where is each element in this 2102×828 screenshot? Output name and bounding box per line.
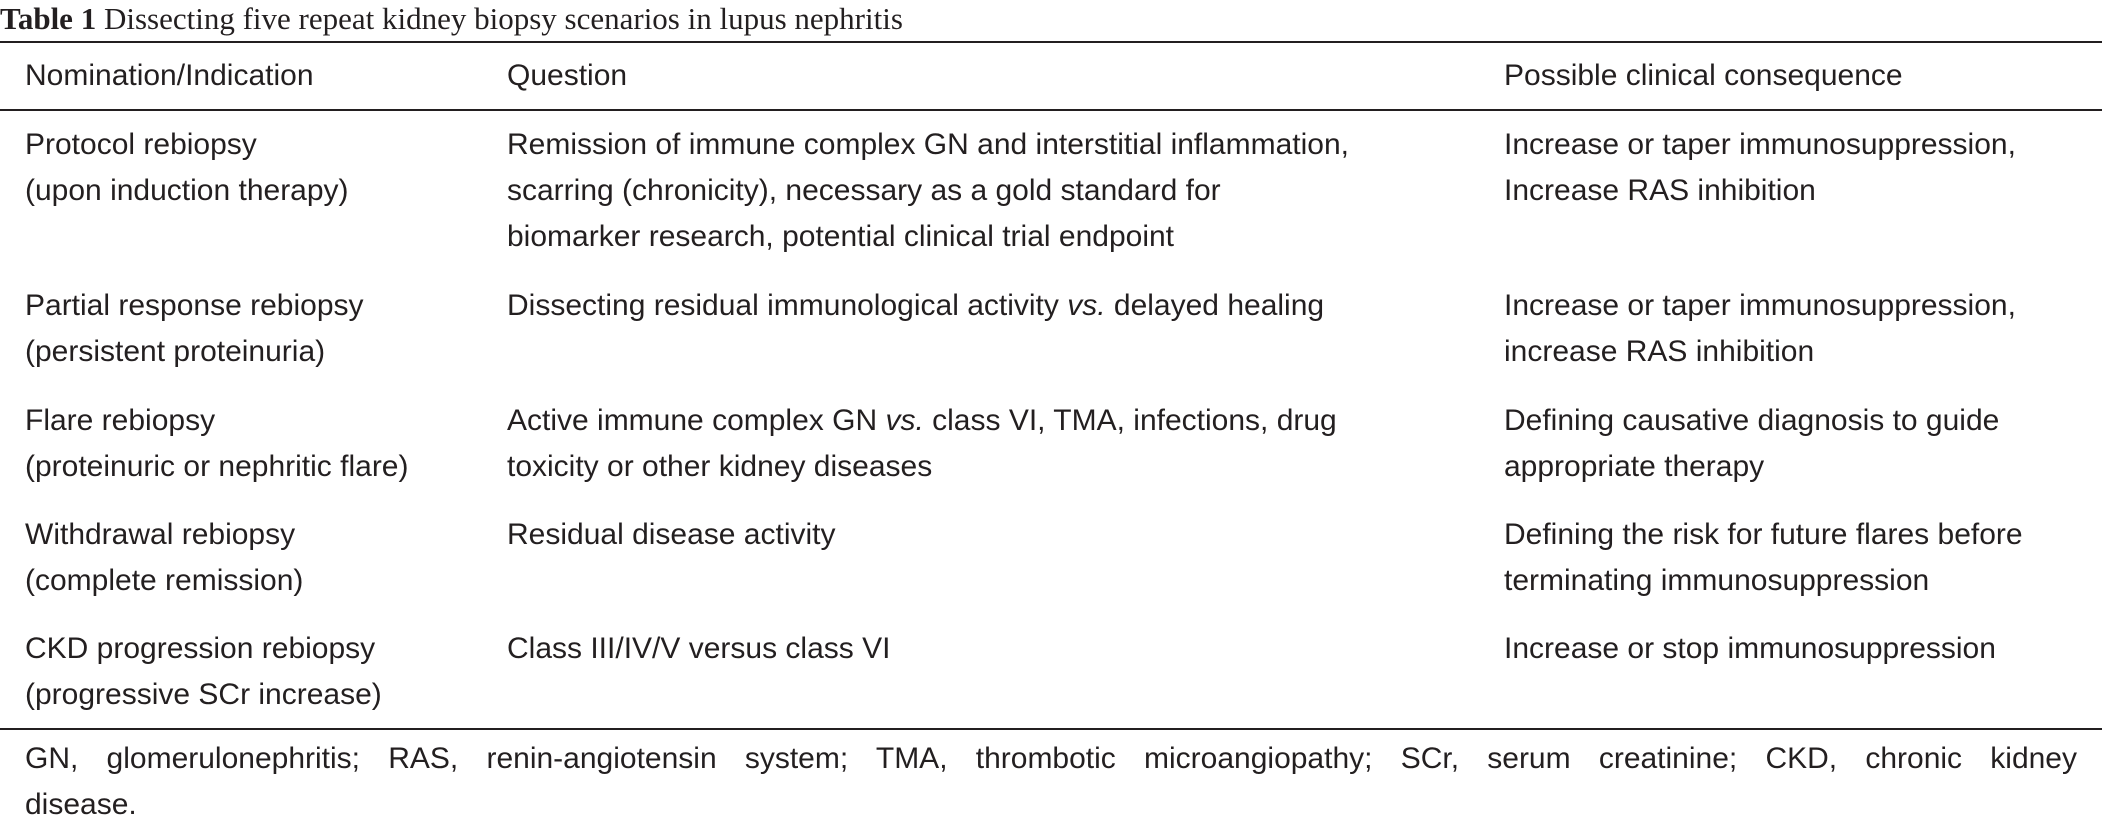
table-row-2-indication: Partial response rebiopsy (persistent proteinuria) (25, 289, 364, 368)
table-row-3-consequence: Defining causative diagnosis to guide appropriate therapy (1504, 404, 2000, 483)
table-footnote: GN, glomerulonephritis; RAS, renin-angiotensin system; TMA, thrombotic microangiopathy; SCr, serum creatinine; CKD, chronic kidney disease. (25, 742, 2077, 821)
table-header-rule (0, 109, 2102, 111)
table-title: Dissecting five repeat kidney biopsy scenarios in lupus nephritis (103, 1, 903, 36)
table-row-2-consequence: Increase or taper immunosuppression, increase RAS inhibition (1504, 289, 2016, 368)
table-row-4-indication: Withdrawal rebiopsy (complete remission) (25, 518, 304, 597)
table-row-5-indication: CKD progression rebiopsy (progressive SCr increase) (25, 632, 382, 711)
table-row-4-consequence: Defining the risk for future flares before terminating immunosuppression (1504, 518, 2023, 597)
table-bottom-rule (0, 728, 2102, 730)
table-row-4-question: Residual disease activity (507, 518, 836, 551)
table-row-3-question: Active immune complex GN vs. class VI, TMA, infections, drug toxicity or other kidney diseases (507, 404, 1337, 483)
table-label: Table 1 (0, 1, 97, 36)
table-row-1-indication: Protocol rebiopsy (upon induction therapy) (25, 128, 349, 207)
table-row-5-consequence: Increase or stop immunosuppression (1504, 632, 1996, 665)
table-row-3-indication: Flare rebiopsy (proteinuric or nephritic flare) (25, 404, 409, 483)
table-top-rule (0, 41, 2102, 43)
header-question: Question (507, 59, 628, 92)
header-consequence: Possible clinical consequence (1504, 59, 1903, 92)
header-indication: Nomination/Indication (25, 59, 314, 92)
table-row-2-question: Dissecting residual immunological activity vs. delayed healing (507, 289, 1325, 322)
table-caption (0, 2, 903, 36)
table-row-1-question: Remission of immune complex GN and interstitial inflammation, scarring (chronicity), necessary as a gold standard for biomarker research, potential clinical trial endpoint (507, 128, 1349, 253)
table-row-5-question: Class III/IV/V versus class VI (507, 632, 891, 665)
table-row-1-consequence: Increase or taper immunosuppression, Increase RAS inhibition (1504, 128, 2016, 207)
